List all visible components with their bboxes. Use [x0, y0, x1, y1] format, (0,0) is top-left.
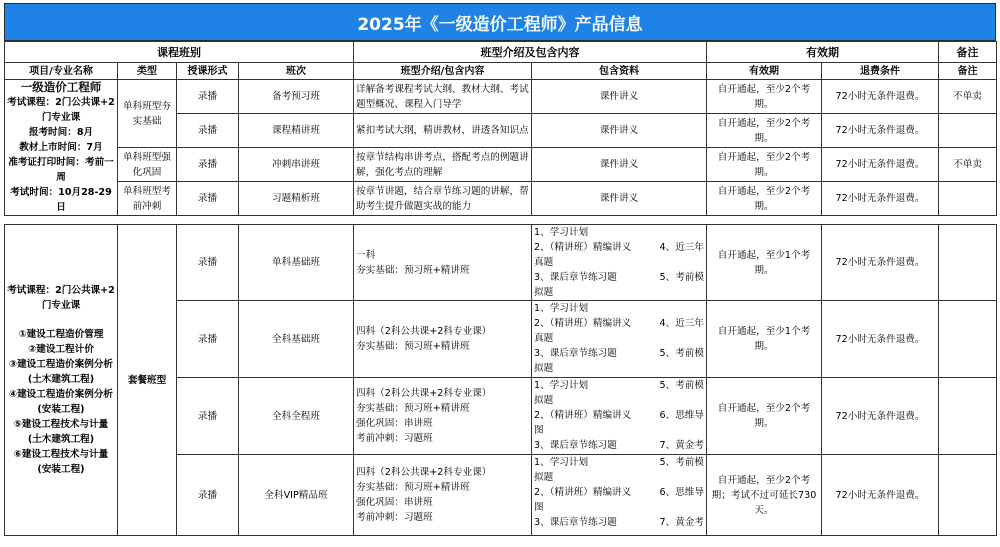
material-cell: 课件讲义 — [532, 148, 707, 182]
col-header-valid: 有效期 — [707, 63, 822, 80]
valid-cell: 自开通起，至少2个考期。 — [707, 114, 822, 148]
class-cell: 单科基础班 — [239, 225, 354, 301]
class-cell: 课程精讲班 — [239, 114, 354, 148]
refund-cell: 72小时无条件退费。 — [822, 301, 939, 378]
form-cell: 录播 — [177, 148, 239, 182]
form-cell: 录播 — [177, 225, 239, 301]
exam-course: 考试课程：2门公共课+2门专业课 — [7, 97, 115, 123]
table-row — [5, 182, 997, 216]
subject-item: ⑤建设工程技术与计量 — [13, 419, 109, 430]
col-header-intro: 班型介绍/包含内容 — [354, 63, 532, 80]
valid-cell: 自开通起，至少2个考期；考试不过可延长730天。 — [707, 455, 822, 536]
material-cell: 1、学习计划 2、（精讲班）精编讲义 4、近三年 真题 3、课后章节练习题 5、考前模 拟题 — [532, 301, 707, 378]
table-row — [5, 225, 997, 301]
product-table — [4, 41, 997, 536]
type-cell: 单科班型考前冲刺 — [118, 182, 177, 216]
col-header-form: 授课形式 — [177, 63, 239, 80]
valid-cell: 自开通起，至少2个考期。 — [707, 378, 822, 455]
material-cell: 课件讲义 — [532, 114, 707, 148]
valid-cell: 自开通起，至少2个考期。 — [707, 148, 822, 182]
header-group-validity: 有效期 — [707, 42, 939, 63]
register-time: 报考时间：8月 — [28, 127, 94, 138]
form-cell: 录播 — [177, 182, 239, 216]
valid-cell: 自开通起，至少2个考期。 — [707, 182, 822, 216]
intro-cell: 按章节结构串讲考点，搭配考点的例题讲解，强化考点的理解 — [354, 148, 532, 182]
form-cell: 录播 — [177, 378, 239, 455]
refund-cell: 72小时无条件退费。 — [822, 182, 939, 216]
table-row — [5, 80, 997, 114]
note-cell — [939, 301, 997, 378]
type-cell: 单科班型强化巩固 — [118, 148, 177, 182]
class-cell: 备考预习班 — [239, 80, 354, 114]
refund-cell: 72小时无条件退费。 — [822, 225, 939, 301]
col-header-class: 班次 — [239, 63, 354, 80]
material-cell: 课件讲义 — [532, 182, 707, 216]
material-cell: 1、学习计划 2、（精讲班）精编讲义 4、近三年 真题 3、课后章节练习题 5、考前模 拟题 — [532, 225, 707, 301]
class-cell: 全科全程班 — [239, 378, 354, 455]
subject-item: (土木建筑工程) — [27, 434, 95, 445]
header-row — [5, 63, 997, 80]
ticket-time: 准考证打印时间：考前一周 — [8, 157, 114, 183]
form-cell: 录播 — [177, 80, 239, 114]
intro-cell: 详解备考课程考试大纲、教材大纲、考试题型概况、课程入门导学 — [354, 80, 532, 114]
refund-cell: 72小时无条件退费。 — [822, 378, 939, 455]
note-cell: 不单卖 — [939, 148, 997, 182]
class-cell: 全科基础班 — [239, 301, 354, 378]
subject-item: ③建设工程造价案例分析 — [8, 359, 114, 370]
refund-cell: 72小时无条件退费。 — [822, 148, 939, 182]
refund-cell: 72小时无条件退费。 — [822, 455, 939, 536]
col-header-project: 项目/专业名称 — [5, 63, 118, 80]
material-cell: 课件讲义 — [532, 80, 707, 114]
subject-item: (安装工程) — [37, 464, 85, 475]
material-cell: 1、学习计划 5、考前模 拟题 2、（精讲班）精编讲义 6、思维导 图 3、课后章节练习题 7、黄金考 — [532, 378, 707, 455]
subject-item: (土木建筑工程) — [27, 374, 95, 385]
table-row — [5, 148, 997, 182]
intro-cell: 按章节讲题，结合章节练习题的讲解，帮助考生提升做题实战的能力 — [354, 182, 532, 216]
intro-cell: 四科（2科公共课+2科专业课） 夯实基础：预习班+精讲班 强化巩固：串讲班 考前冲刺：习题班 — [354, 378, 532, 455]
class-cell: 习题精析班 — [239, 182, 354, 216]
col-header-note: 备注 — [939, 63, 997, 80]
header-group-intro: 班型介绍及包含内容 — [354, 42, 707, 63]
note-cell — [939, 114, 997, 148]
valid-cell: 自开通起，至少2个考期。 — [707, 80, 822, 114]
project-cell-2 — [5, 225, 118, 536]
refund-cell: 72小时无条件退费。 — [822, 114, 939, 148]
header-group-note: 备注 — [939, 42, 997, 63]
material-cell: 1、学习计划 5、考前模 拟题 2、（精讲班）精编讲义 6、思维导 图 3、课后章节练习题 7、黄金考 — [532, 455, 707, 536]
type-cell: 套餐班型 — [118, 225, 177, 536]
exam-time: 考试时间：10月28-29日 — [10, 187, 112, 213]
col-header-material: 包含资料 — [532, 63, 707, 80]
form-cell: 录播 — [177, 114, 239, 148]
material-time: 教材上市时间：7月 — [19, 142, 103, 153]
intro-cell: 紧扣考试大纲，精讲教材，讲透各知识点 — [354, 114, 532, 148]
note-cell — [939, 225, 997, 301]
header-group-course: 课程班别 — [5, 42, 354, 63]
note-cell — [939, 182, 997, 216]
project-cell-1 — [5, 80, 118, 216]
intro-cell: 四科（2科公共课+2科专业课） 夯实基础：预习班+精讲班 — [354, 301, 532, 378]
subject-item: ①建设工程造价管理 — [18, 329, 104, 340]
valid-cell: 自开通起，至少1个考期。 — [707, 225, 822, 301]
note-cell: 不单卖 — [939, 80, 997, 114]
class-cell: 全科VIP精品班 — [239, 455, 354, 536]
subject-item: ⑥建设工程技术与计量 — [13, 449, 109, 460]
class-cell: 冲刺串讲班 — [239, 148, 354, 182]
spacer-row — [5, 216, 997, 225]
sheet-title: 2025年《一级造价工程师》产品信息 — [4, 3, 996, 41]
note-cell — [939, 378, 997, 455]
type-cell: 单科班型夯实基础 — [118, 80, 177, 148]
header-group-row — [5, 42, 997, 63]
col-header-refund: 退费条件 — [822, 63, 939, 80]
intro-cell: 一科 夯实基础：预习班+精讲班 — [354, 225, 532, 301]
refund-cell: 72小时无条件退费。 — [822, 80, 939, 114]
exam-course: 考试课程：2门公共课+2门专业课 — [7, 285, 115, 311]
project-name: 一级造价工程师 — [20, 80, 102, 94]
valid-cell: 自开通起，至少1个考期。 — [707, 301, 822, 378]
subject-item: ④建设工程造价案例分析 — [8, 389, 114, 400]
form-cell: 录播 — [177, 455, 239, 536]
form-cell: 录播 — [177, 301, 239, 378]
subject-item: (安装工程) — [37, 404, 85, 415]
note-cell — [939, 455, 997, 536]
col-header-type: 类型 — [118, 63, 177, 80]
intro-cell: 四科（2科公共课+2科专业课） 夯实基础：预习班+精讲班 强化巩固：串讲班 考前冲刺：习题班 — [354, 455, 532, 536]
subject-item: ②建设工程计价 — [28, 344, 94, 355]
